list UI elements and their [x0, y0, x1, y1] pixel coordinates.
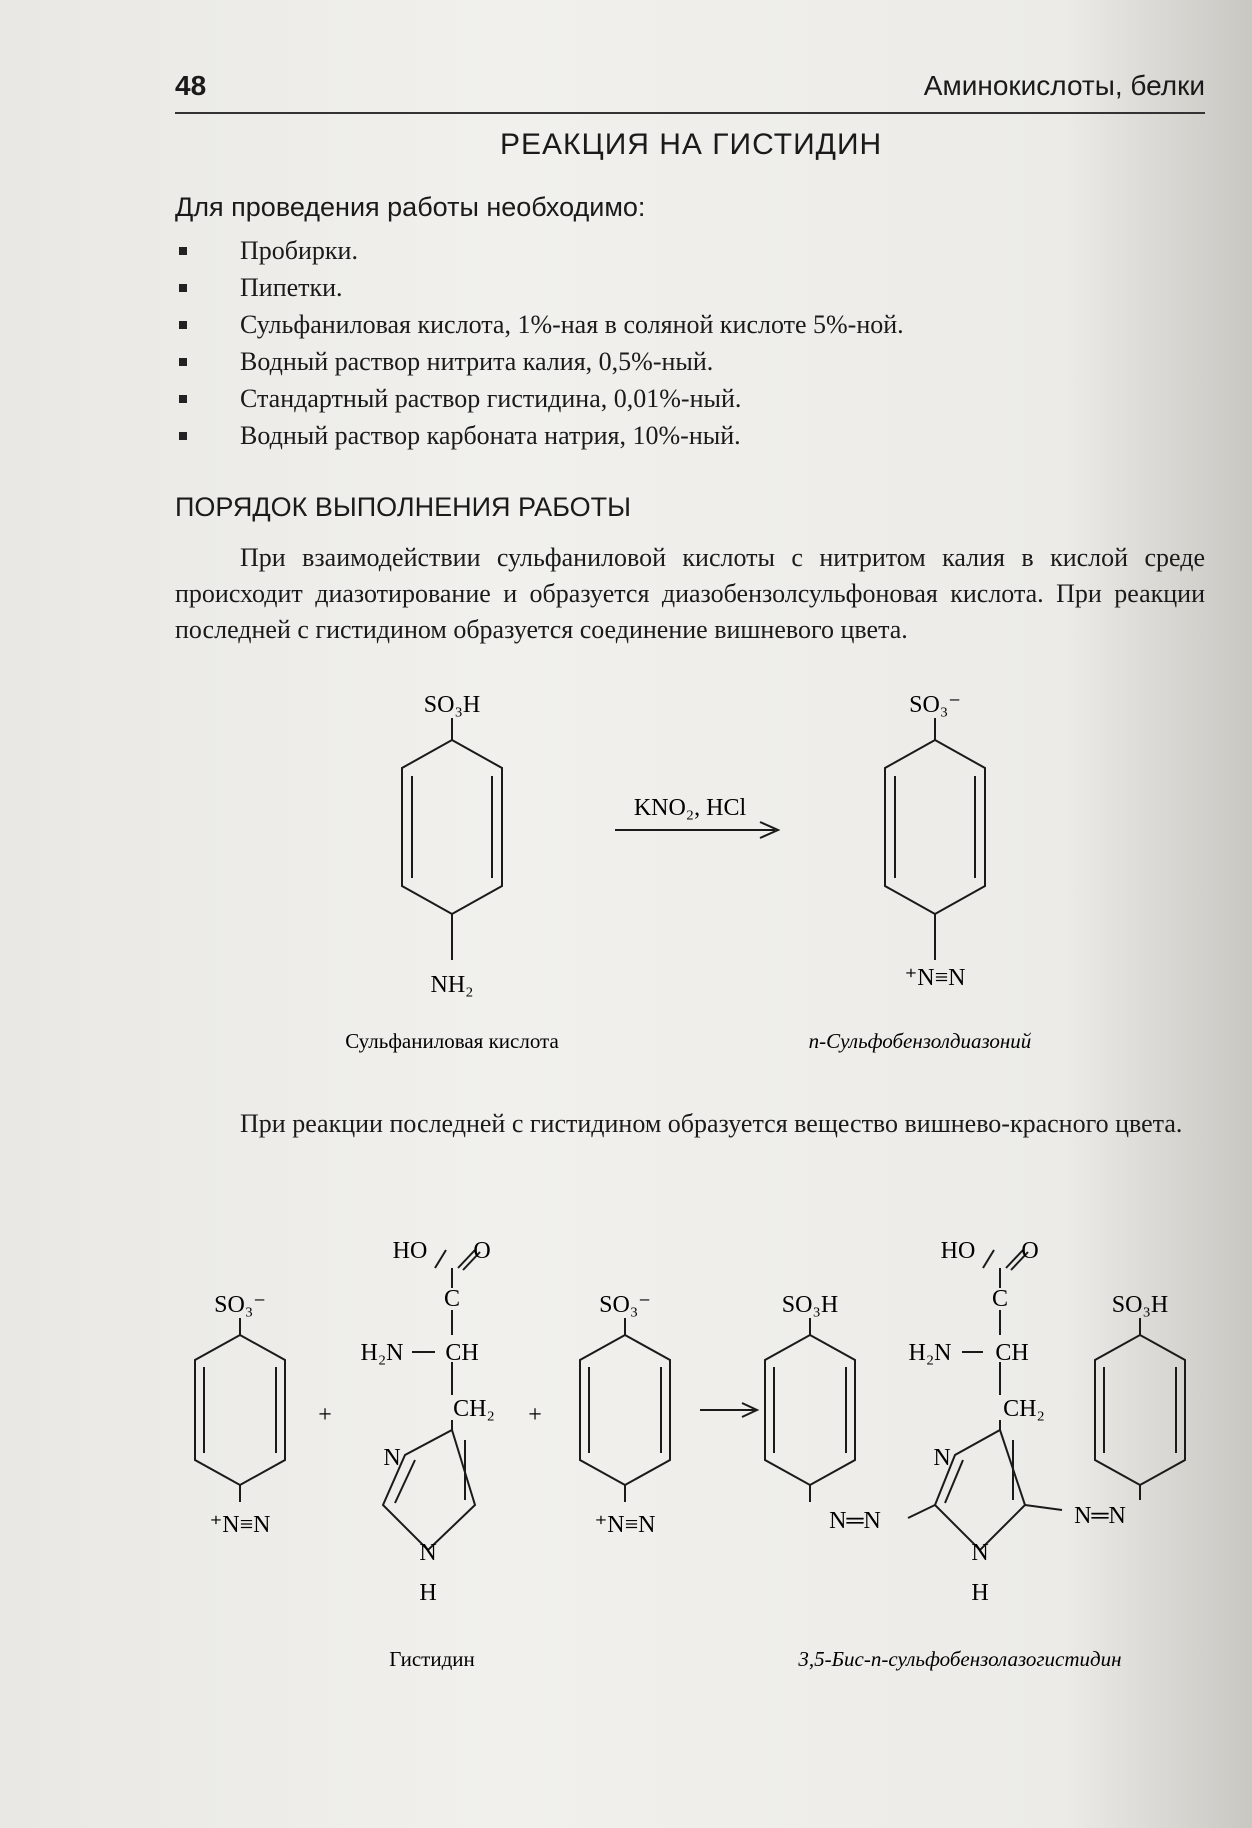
sulfonate-label: SO₃⁻: [909, 692, 961, 718]
benzene-ring: [580, 1335, 670, 1485]
nitrogen-label: N: [971, 1540, 989, 1566]
hydroxyl-label: HO: [392, 1238, 428, 1264]
list-item: Водный раствор карбоната натрия, 10%-ный.: [175, 417, 904, 454]
ch2-label: CH₂: [1003, 1396, 1045, 1422]
caption-histidine: Гистидин: [389, 1647, 475, 1671]
ch-label: CH: [445, 1340, 479, 1366]
amine-label: H₂N: [360, 1340, 404, 1366]
procedure-paragraph-1: При взаимодействии сульфаниловой кислоты с нитритом калия в кислой среде происходит диазотирование и образуется диазобензолсульфоновая кислота. При реакции последней с гистидином образуется соединение вишневого цвета.: [175, 543, 1205, 644]
reagent-label: KNO₂, HCl: [633, 795, 747, 821]
diazonium-label: ⁺N≡N: [904, 965, 966, 991]
hydrogen-label: H: [419, 1580, 437, 1606]
ch-label: CH: [995, 1340, 1029, 1366]
requirements-heading: Для проведения работы необходимо:: [175, 192, 646, 222]
caption-sulfanilic-acid: Сульфаниловая кислота: [345, 1029, 559, 1053]
benzene-ring: [195, 1335, 285, 1485]
sulfo-group-label: SO₃H: [423, 692, 481, 718]
nitrogen-label: N: [933, 1445, 951, 1471]
section-title: РЕАКЦИЯ НА ГИСТИДИН: [500, 128, 883, 161]
list-item: Водный раствор нитрита калия, 0,5%-ный.: [175, 343, 904, 380]
diazonium-label: ⁺N≡N: [209, 1512, 271, 1538]
benzene-ring: [765, 1335, 855, 1485]
page-number: 48: [175, 70, 207, 101]
procedure-paragraph-2: При реакции последней с гистидином образуется вещество вишнево-красного цвета.: [240, 1109, 1183, 1138]
list-item: Пробирки.: [175, 232, 904, 269]
diazonium-label: ⁺N≡N: [594, 1512, 656, 1538]
sulfo-group-label: SO₃H: [781, 1292, 839, 1318]
benzene-ring: [1095, 1335, 1185, 1485]
caption-product: 3,5-Бис-n-сульфобензолазогистидин: [798, 1647, 1122, 1671]
list-item: Сульфаниловая кислота, 1%-ная в соляной кислоте 5%-ной.: [175, 306, 904, 343]
caption-diazonium: n-Сульфобензолдиазоний: [808, 1029, 1032, 1053]
sulfonate-label: SO₃⁻: [599, 1292, 651, 1318]
carbon-label: C: [991, 1286, 1009, 1312]
amine-label: H₂N: [908, 1340, 952, 1366]
oxygen-label: O: [1021, 1238, 1039, 1264]
sulfonate-label: SO₃⁻: [214, 1292, 266, 1318]
list-item: Пипетки.: [175, 269, 904, 306]
procedure-heading: ПОРЯДОК ВЫПОЛНЕНИЯ РАБОТЫ: [175, 492, 632, 522]
sulfo-group-label: SO₃H: [1111, 1292, 1169, 1318]
hydrogen-label: H: [971, 1580, 989, 1606]
carbon-label: C: [443, 1286, 461, 1312]
azo-group-label: N═N: [1074, 1503, 1126, 1529]
hydroxyl-label: HO: [940, 1238, 976, 1264]
plus-sign: +: [318, 1402, 332, 1428]
plus-sign: +: [528, 1402, 542, 1428]
amino-group-label: NH₂: [430, 972, 474, 998]
running-head: Аминокислоты, белки: [923, 70, 1205, 101]
oxygen-label: O: [473, 1238, 491, 1264]
list-item: Стандартный раствор гистидина, 0,01%-ный.: [175, 380, 904, 417]
ch2-label: CH₂: [453, 1396, 495, 1422]
nitrogen-label: N: [383, 1445, 401, 1471]
azo-group-label: N═N: [829, 1508, 881, 1534]
nitrogen-label: N: [419, 1540, 437, 1566]
